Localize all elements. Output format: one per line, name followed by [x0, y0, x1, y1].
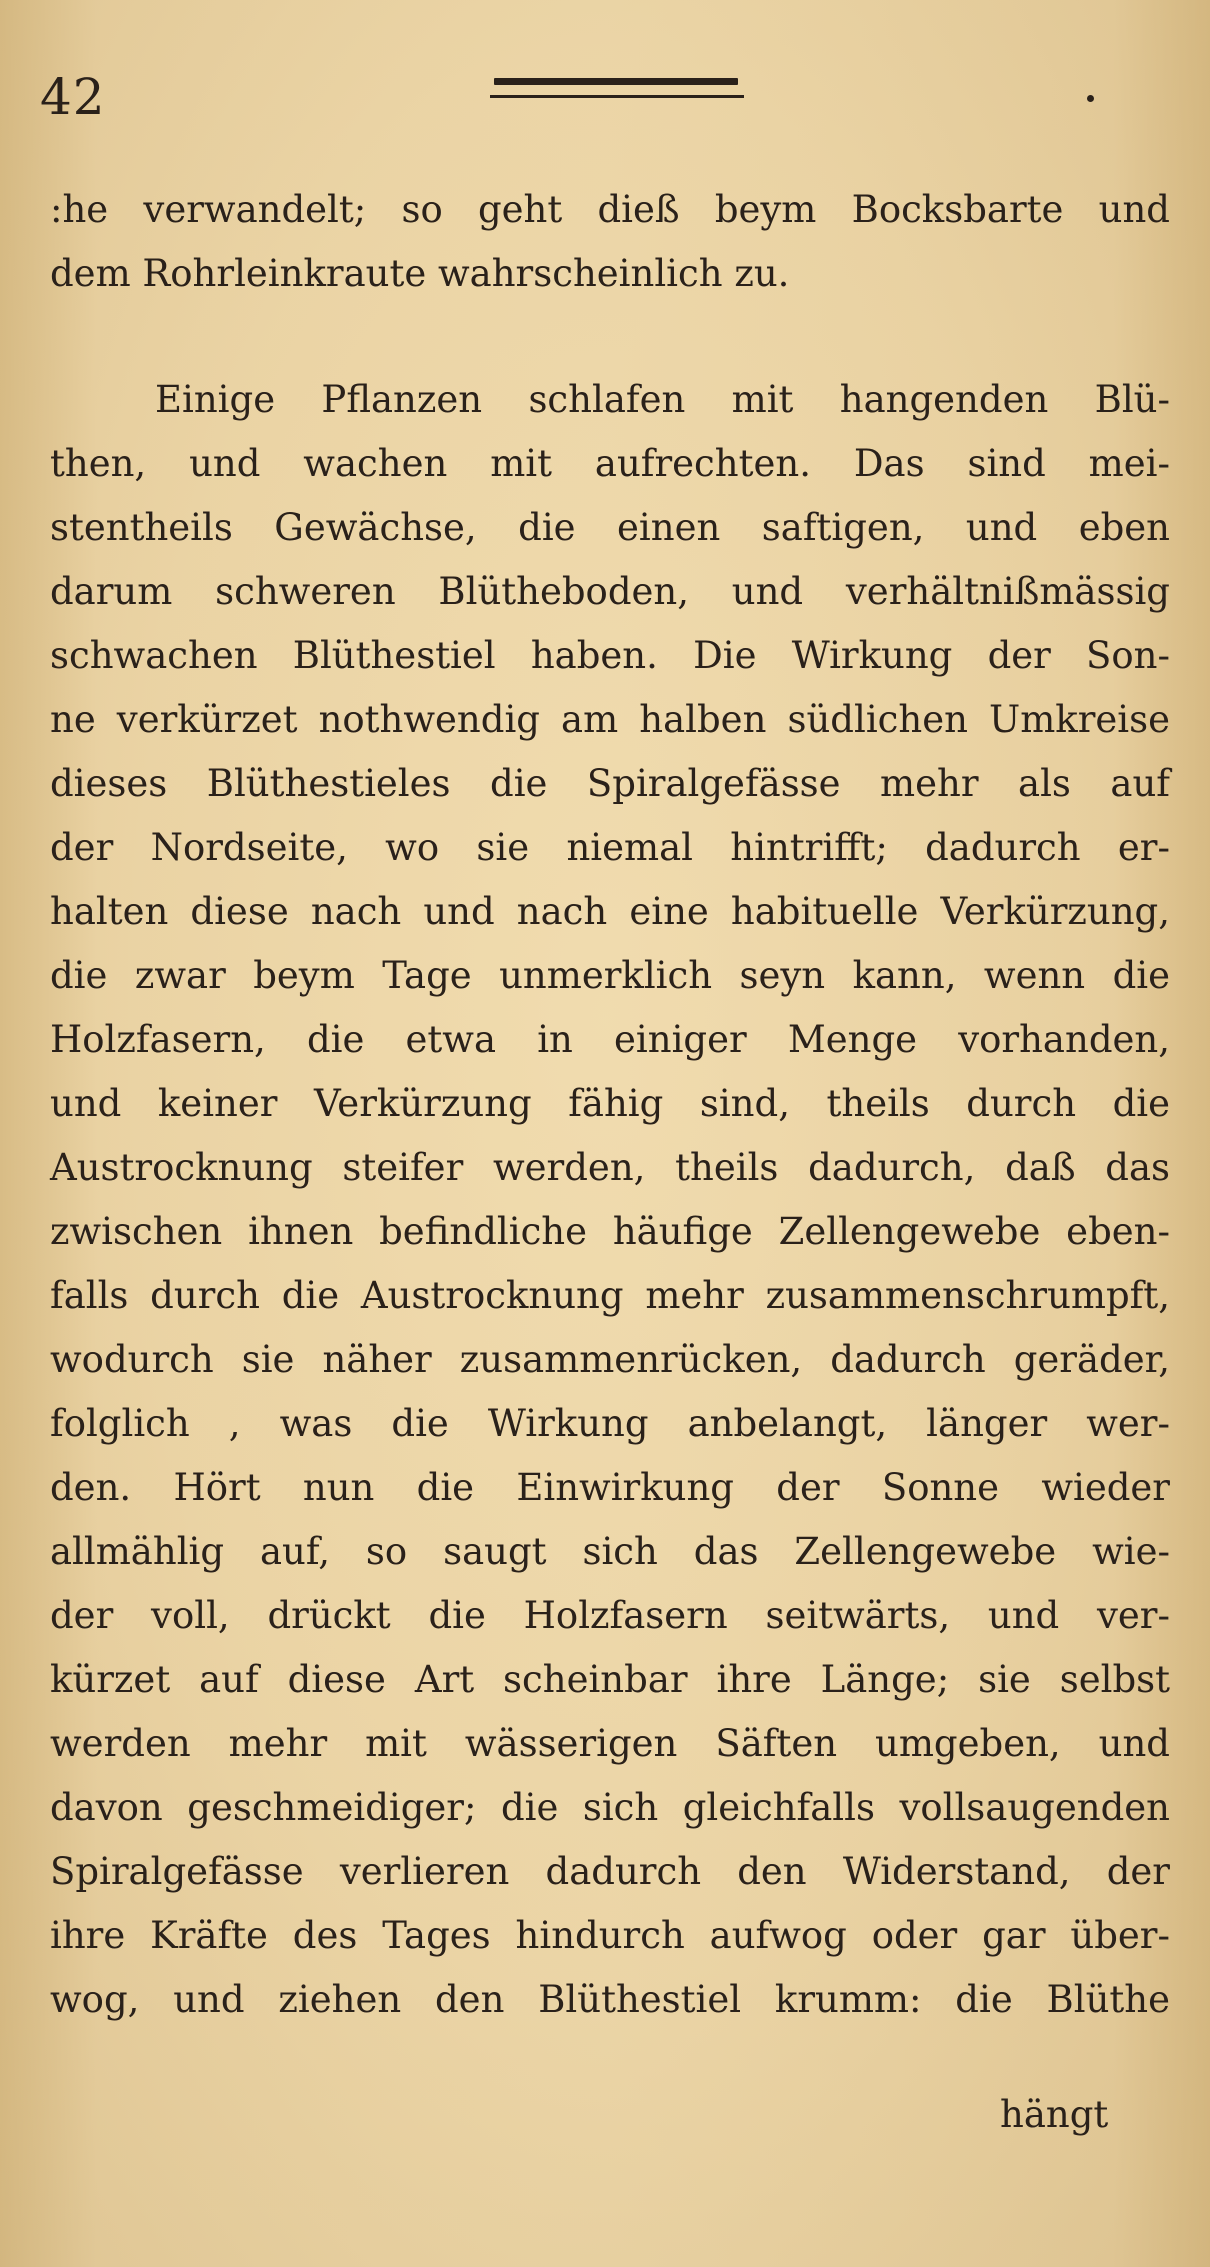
header-rule	[490, 78, 744, 98]
text-line: Einige Pflanzen schlafen mit hangenden Blü-	[155, 378, 1170, 421]
text-line: der Nordseite, wo sie niemal hintrifft; dadurch er-	[50, 826, 1170, 869]
body-text	[50, 178, 1170, 2032]
text-line: der voll, drückt die Holzfasern seitwärts, und ver-	[50, 1594, 1170, 1637]
text-line: dem Rohrleinkraute wahrscheinlich zu.	[50, 252, 790, 295]
text-line: werden mehr mit wässerigen Säften umgeben, und	[50, 1722, 1170, 1765]
ink-dot	[1087, 95, 1094, 102]
text-line: folglich , was die Wirkung anbelangt, länger wer-	[50, 1402, 1170, 1445]
text-line: then, und wachen mit aufrechten. Das sind mei-	[50, 442, 1170, 485]
text-line: den. Hört nun die Einwirkung der Sonne wieder	[50, 1466, 1170, 1509]
paragraph-gap	[50, 306, 1170, 368]
text-line: schwachen Blüthestiel haben. Die Wirkung der Son-	[50, 634, 1170, 677]
text-line: wog, und ziehen den Blüthestiel krumm: die Blüthe	[50, 1978, 1170, 2021]
text-line: zwischen ihnen befindliche häufige Zellengewebe eben-	[50, 1210, 1170, 1253]
text-line: Spiralgefässe verlieren dadurch den Widerstand, der	[50, 1850, 1170, 1893]
text-line: kürzet auf diese Art scheinbar ihre Länge; sie selbst	[50, 1658, 1170, 1701]
text-line: halten diese nach und nach eine habituelle Verkürzung,	[50, 890, 1170, 933]
text-line: dieses Blüthestieles die Spiralgefässe mehr als auf	[50, 762, 1170, 805]
text-line: stentheils Gewächse, die einen saftigen, und eben	[50, 506, 1170, 549]
text-line: Austrocknung steifer werden, theils dadurch, daß das	[50, 1146, 1170, 1189]
text-line: :he verwandelt; so geht dieß beym Bocksbarte und	[50, 188, 1170, 231]
text-line: davon geschmeidiger; die sich gleichfalls vollsaugenden	[50, 1786, 1170, 1829]
text-line: die zwar beym Tage unmerklich seyn kann, wenn die	[50, 954, 1170, 997]
text-line: Holzfasern, die etwa in einiger Menge vorhanden,	[50, 1018, 1170, 1061]
page-number: 42	[40, 68, 106, 126]
text-line: und keiner Verkürzung fähig sind, theils durch die	[50, 1082, 1170, 1125]
header-rule-thin	[490, 95, 744, 98]
catchword: hängt	[1000, 2093, 1109, 2136]
text-line: ihre Kräfte des Tages hindurch aufwog oder gar über-	[50, 1914, 1170, 1957]
text-line: allmählig auf, so saugt sich das Zellengewebe wie-	[50, 1530, 1170, 1573]
text-line: darum schweren Blütheboden, und verhältnißmässig	[50, 570, 1170, 613]
text-line: ne verkürzet nothwendig am halben südlichen Umkreise	[50, 698, 1170, 741]
text-line: falls durch die Austrocknung mehr zusammenschrumpft,	[50, 1274, 1170, 1317]
header-rule-thick	[494, 78, 738, 85]
text-line: wodurch sie näher zusammenrücken, dadurch geräder,	[50, 1338, 1170, 1381]
paragraph-2	[50, 368, 1170, 2032]
paragraph-1	[50, 178, 1170, 306]
